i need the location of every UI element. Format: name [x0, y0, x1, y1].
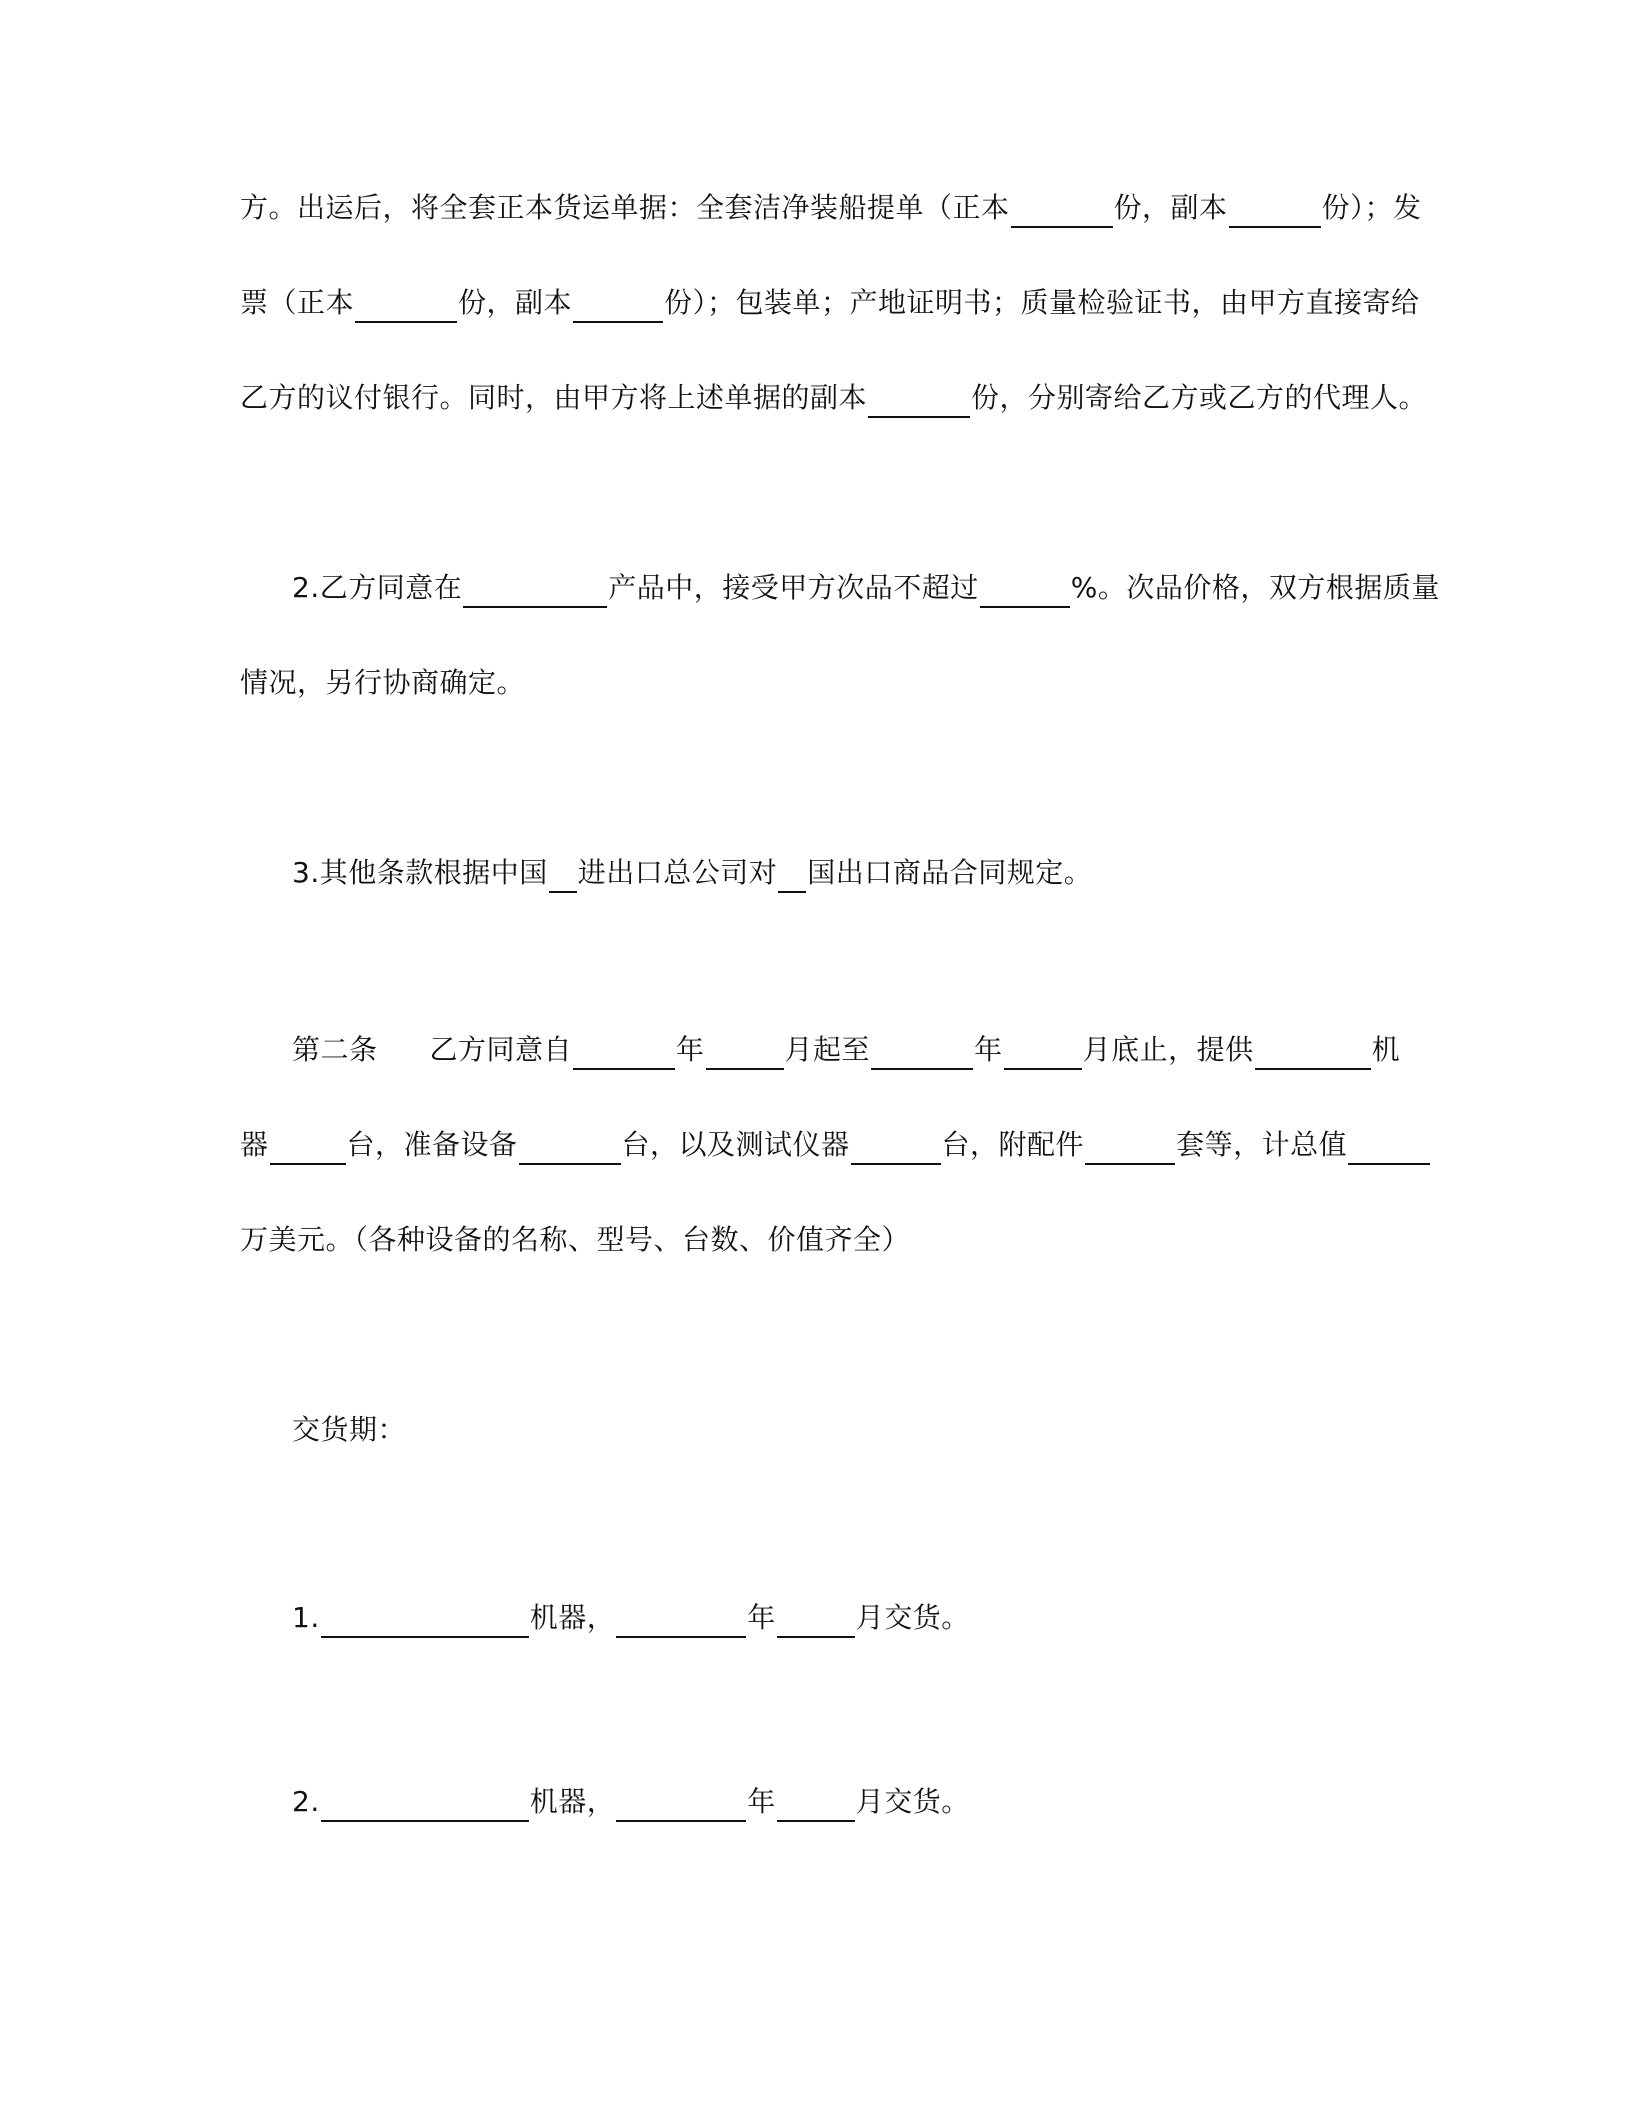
text-segment: 月起至: [784, 1033, 871, 1066]
text-segment: 方。出运后，将全套正本货运单据：全套洁净装船提单（正本: [240, 191, 1010, 224]
text-segment: 月底止，提供: [1082, 1033, 1254, 1066]
delivery-item-2: [292, 1782, 970, 1822]
text-segment: 机: [1371, 1033, 1401, 1066]
text-segment: 国出口商品合同规定。: [807, 856, 1093, 889]
article-2-line-1: [292, 1030, 1400, 1070]
text-segment: 万美元。（各种设备的名称、型号、台数、价值齐全）: [240, 1223, 911, 1256]
blank-field: [1255, 1038, 1371, 1070]
text-segment: 份）；包装单；产地证明书；质量检验证书，由甲方直接寄给: [664, 286, 1420, 319]
blank-field: [463, 576, 607, 608]
blank-field: [573, 1038, 675, 1070]
text-segment: 份，副本: [458, 286, 573, 319]
text-segment: 产品中，接受甲方次品不超过: [608, 571, 979, 604]
text-segment: 份）；发: [1321, 191, 1422, 224]
blank-field: [980, 576, 1070, 608]
text-segment: 乙方的议付银行。同时，由甲方将上述单据的副本: [240, 381, 868, 414]
text-segment: 台，准备设备: [346, 1128, 518, 1161]
text-segment: 机器，: [529, 1601, 616, 1634]
blank-field: [868, 386, 970, 418]
text-segment: 进出口总公司对: [577, 856, 778, 889]
blank-field: [616, 1790, 746, 1822]
article-2-line-3: [240, 1220, 910, 1260]
text-segment: 票（正本: [240, 286, 355, 319]
article-2-line-2: [240, 1125, 1431, 1165]
blank-field: [1011, 196, 1113, 228]
blank-field: [777, 1606, 855, 1638]
text-segment: 年: [747, 1785, 776, 1818]
article-label: 第二条: [292, 1033, 378, 1066]
blank-field: [1085, 1133, 1175, 1165]
text-segment: 机器，: [529, 1785, 616, 1818]
text-segment: 器: [240, 1128, 269, 1161]
text-segment: 年: [974, 1033, 1003, 1066]
paragraph-3-line-1: [292, 853, 1092, 893]
blank-field: [616, 1606, 746, 1638]
text-segment: 乙方同意自: [429, 1033, 573, 1066]
paragraph-1-line-3: [240, 378, 1427, 418]
blank-field: [321, 1606, 529, 1638]
text-segment: 2.乙方同意在: [292, 571, 463, 604]
item-number: 2.: [292, 1785, 320, 1818]
text-segment: 台，附配件: [941, 1128, 1085, 1161]
blank-field: [871, 1038, 973, 1070]
blank-field: [851, 1133, 941, 1165]
blank-field: [321, 1790, 529, 1822]
text-segment: 月交货。: [855, 1785, 970, 1818]
paragraph-1-line-1: [240, 188, 1422, 228]
text-segment: 台，以及测试仪器: [621, 1128, 850, 1161]
item-number: 1.: [292, 1601, 320, 1634]
paragraph-2-line-1: [292, 568, 1440, 608]
blank-field: [519, 1133, 621, 1165]
text-segment: 套等，计总值: [1176, 1128, 1348, 1161]
blank-field: [778, 861, 806, 893]
blank-field: [706, 1038, 784, 1070]
text-segment: 情况，另行协商确定。: [240, 666, 526, 699]
blank-field: [270, 1133, 346, 1165]
delivery-title: [292, 1410, 406, 1450]
blank-field: [1229, 196, 1321, 228]
text-segment: %。次品价格，双方根据质量: [1070, 571, 1440, 604]
paragraph-2-line-2: [240, 663, 525, 703]
text-segment: 份，分别寄给乙方或乙方的代理人。: [971, 381, 1428, 414]
paragraph-1-line-2: [240, 283, 1420, 323]
text-segment: 年: [676, 1033, 705, 1066]
blank-field: [355, 291, 457, 323]
delivery-item-1: [292, 1598, 970, 1638]
blank-field: [549, 861, 577, 893]
blank-field: [777, 1790, 855, 1822]
text-segment: 3.其他条款根据中国: [292, 856, 548, 889]
section-heading: 交货期：: [292, 1413, 407, 1446]
text-segment: 月交货。: [855, 1601, 970, 1634]
blank-field: [1348, 1133, 1430, 1165]
blank-field: [1004, 1038, 1082, 1070]
text-segment: 份，副本: [1113, 191, 1228, 224]
blank-field: [573, 291, 663, 323]
text-segment: 年: [747, 1601, 776, 1634]
